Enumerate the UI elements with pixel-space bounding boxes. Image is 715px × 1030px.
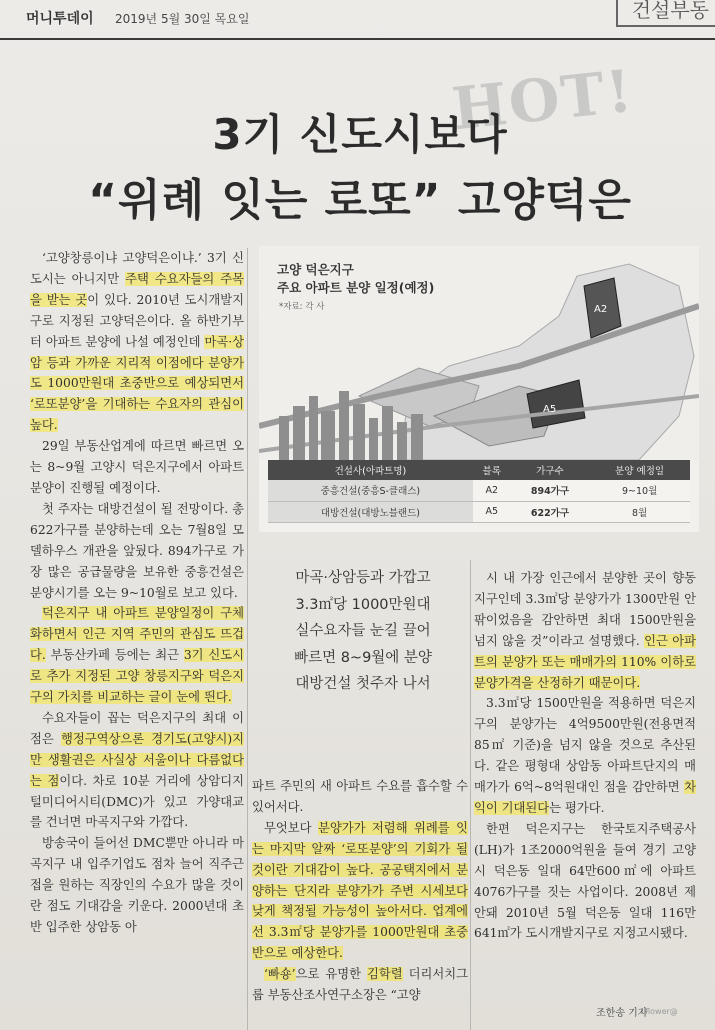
table-row xyxy=(268,480,690,501)
masthead xyxy=(0,0,715,40)
pull-quote-line: 대방건설 첫주자 나서 xyxy=(295,676,431,692)
pull-quote-line: 마곡·상암등과 가깝고 xyxy=(295,570,431,586)
schedule-header-cell: 가구수 xyxy=(511,460,590,480)
body-text: 이 있다. 2010년 도시개발지구로 지정된 고양덕은이다. 올 하반기부터 아파트 분양에 나설 예정인데 xyxy=(30,292,244,349)
article-paragraph xyxy=(30,708,244,833)
body-text: 3.3㎡당 1500만원을 적용하면 덕은지구의 분양가는 4억9500만원(전용면적 85㎡ 기준)을 넘지 않을 것으로 추산된다. 같은 평형대 상암동 아파트단지의 매매가가 6억~8억원대인 점을 감안하면 xyxy=(474,696,696,795)
pull-quote-line: 3.3㎡당 1000만원대 xyxy=(295,596,431,613)
publication-name: 머니투데이 xyxy=(26,11,94,27)
highlighted-text: 인근 아파트의 분양가 또는 매매가의 110% 이하로 분양가격을 산정하기 때문이다. xyxy=(474,633,696,690)
article-paragraph xyxy=(474,819,696,944)
photo-credit: 1flower@ xyxy=(640,1007,678,1016)
schedule-table xyxy=(268,460,690,523)
table-row xyxy=(268,501,690,522)
article-paragraph xyxy=(30,833,244,938)
body-text: 첫 주자는 대방건설이 될 전망이다. 총 622가구를 분양하는데 오는 7월8일 모델하우스 개관을 앞뒀다. 894가구로 가장 많은 공급물량을 보유한 중흥건설은 분양시기를 오는 9~10월로 보고 있다. xyxy=(30,501,244,600)
highlighted-text: 행정구역상으론 경기도(고양시)지만 생활권은 사실상 서울이나 다름없다는 점 xyxy=(30,731,245,788)
article-paragraph xyxy=(252,964,468,1006)
hot-stamp: HOT! xyxy=(448,56,638,144)
highlighted-text: 마곡·상암 등과 가까운 지리적 이점에다 분양가도 1000만원대 초중반으로 예상되면서 ‘로또분양’을 기대하는 수요자의 관심이 높다. xyxy=(30,334,244,433)
body-text: 무엇보다 xyxy=(264,820,318,835)
schedule-header-cell: 블록 xyxy=(473,460,511,480)
table-cell: A5 xyxy=(473,501,511,522)
article-column-1 xyxy=(30,248,244,938)
article-paragraph xyxy=(474,568,696,693)
column-divider xyxy=(470,560,471,1030)
highlighted-text: 덕은지구 내 아파트 분양일정이 구체화하면서 인근 지역 주민의 관심도 뜨겁다. xyxy=(30,606,244,663)
column-divider xyxy=(247,248,248,1030)
body-text: 파트 주민의 새 아파트 수요를 흡수할 수 있어서다. xyxy=(252,779,468,814)
body-text: 시 내 가장 인근에서 분양한 곳이 향동지구인데 3.3㎡당 분양가가 1300만원 안팎이었음을 감안하면 최대 1500만원을 넘지 않을 것”이라고 설명했다. xyxy=(474,571,696,648)
article-paragraph xyxy=(474,693,696,818)
body-text: 29일 부동산업계에 따르면 빠르면 오는 8~9월 고양시 덕은지구에서 아파트 분양이 진행될 예정이다. xyxy=(30,439,244,495)
body-text: 으로 유명한 xyxy=(295,967,367,982)
table-cell: 8월 xyxy=(589,501,690,522)
headline-line2: “위례 잇는 로또” 고양덕은 xyxy=(88,175,632,226)
article-column-2 xyxy=(252,776,468,1006)
highlighted-text: 3기 신도시로 추가 지정된 고양 창릉지구와 덕은지구의 가치를 비교하는 글이 눈에 띈다. xyxy=(30,648,244,705)
article-paragraph xyxy=(30,248,244,436)
highlighted-text: 분양가가 저렴해 위례를 잇는 마지막 알짜 ‘로또분양’의 기회가 될 것이란 기대감이 높다. xyxy=(252,820,468,877)
pull-quote-line: 실수요자들 눈길 끌어 xyxy=(295,623,431,639)
infobox-title-1: 고양 덕은지구 xyxy=(277,262,354,277)
body-text: ‘고양창릉이냐 고양덕은이냐.’ 3기 신도시는 아니지만 xyxy=(30,251,244,286)
article-paragraph xyxy=(30,499,244,604)
schedule-header-row xyxy=(268,460,690,480)
map-label-a5: A5 xyxy=(543,404,557,415)
body-text: 수요자들이 꼽는 덕은지구의 최대 이점은 xyxy=(30,710,244,746)
body-text: 는 평가다. xyxy=(549,800,605,815)
table-cell: 894가구 xyxy=(511,480,590,501)
pull-quote xyxy=(258,565,468,698)
article-paragraph xyxy=(30,603,244,708)
table-cell: A2 xyxy=(473,480,511,501)
table-cell: 대방건설(대방노블랜드) xyxy=(268,501,473,522)
article-paragraph xyxy=(30,436,244,499)
highlighted-text: ‘빠숑’ xyxy=(264,967,296,982)
table-cell: 622가구 xyxy=(511,501,590,522)
headline-line1: 3기 신도시보다 xyxy=(212,110,508,159)
issue-date: 2019년 5월 30일 목요일 xyxy=(115,12,250,26)
body-text: 더리서치그룹 부동산조사연구소장은 “고양 xyxy=(252,967,468,1003)
infobox xyxy=(259,246,699,532)
body-text: 한편 덕은지구는 한국토지주택공사(LH)가 1조2000억원을 들여 경기 고양시 덕은동 일대 64만600㎡에 아파트 4076가구를 짓는 사업이다. 2008년 제안돼 2010년 5월 덕은동 일대 116만641㎡가 도시개발지구로 지정고시됐다. xyxy=(474,821,696,941)
pull-quote-line: 빠르면 8~9월에 분양 xyxy=(294,649,432,666)
highlighted-text: 주택 수요자들의 주목을 받는 곳 xyxy=(30,271,244,307)
schedule-header-cell: 건설사(아파트명) xyxy=(268,460,473,480)
highlighted-text: 공공택지에서 분양하는 단지라 분양가가 주변 시세보다 낮게 책정될 가능성이 높아서다. 업계에선 3.3㎡당 분양가를 1000만원대 초중반으로 예상한다. xyxy=(252,862,468,961)
article-paragraph xyxy=(252,818,468,964)
article-paragraph xyxy=(252,776,468,818)
table-cell: 중흥건설(중흥S-클래스) xyxy=(268,480,473,501)
body-text: 이다. 차로 10분 거리에 상암디지털미디어시티(DMC)가 있고 가양대교를 건너면 마곡지구와 가깝다. xyxy=(30,773,244,830)
table-cell: 9~10월 xyxy=(589,480,690,501)
body-text: 부동산카페 등에는 최근 xyxy=(45,648,184,663)
body-text: 방송국이 들어선 DMC뿐만 아니라 마곡지구 내 입주기업도 점차 늘어 직주근접을 원하는 직장인의 수요가 많을 것이란 점도 기대감을 키운다. 2000년대 초반 입주한 상암동 아 xyxy=(30,836,244,934)
section-name: 건설부동 xyxy=(616,0,715,27)
map-label-a2: A2 xyxy=(594,304,608,315)
infobox-title-2: 주요 아파트 분양 일정(예정) xyxy=(277,280,435,295)
highlighted-text: 김학렬 xyxy=(366,967,403,982)
byline: 조한송 기자 xyxy=(596,1008,648,1019)
schedule-header-cell: 분양 예정일 xyxy=(589,460,690,480)
infobox-source: *자료: 각 사 xyxy=(279,302,325,312)
article-column-3 xyxy=(474,568,696,944)
highlighted-text: 차익이 기대된다 xyxy=(474,780,696,815)
